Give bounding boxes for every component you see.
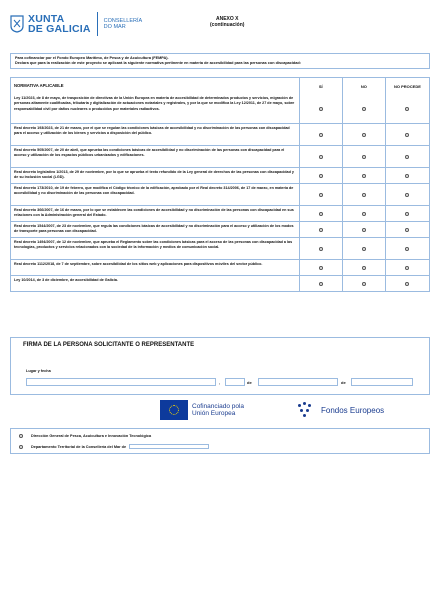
radio-no[interactable]: [362, 174, 366, 178]
dept-line2: DO MAR: [103, 24, 126, 30]
destination-option-2: [19, 444, 209, 449]
radio-no[interactable]: [362, 133, 366, 137]
dept-line1: CONSELLERÍA: [103, 18, 143, 24]
option-cell-np: [386, 222, 429, 237]
option-cell-no: [343, 168, 386, 183]
fondos-europeos-text: Fondos Europeos: [321, 405, 385, 415]
intro-line2: Declara que para la realización de este proyecto se aplicará la siguiente normativa pertinente en materia de accesibilidad para las personas con discapacidad:: [15, 61, 301, 65]
de-label-1: de: [247, 380, 252, 385]
destination-section: [10, 428, 430, 454]
day-input[interactable]: [225, 378, 245, 386]
radio-si[interactable]: [319, 228, 323, 232]
radio-si[interactable]: [319, 107, 323, 111]
table-row: [11, 205, 429, 221]
regulation-text: Real decreto 366/2007, de 16 de marzo, por lo que se establecen las condiciones de accesibilidad y no discriminación de las personas con discapacidad en sus relaciones con la Administración general del Estado.: [11, 206, 300, 221]
option-cell-no: [343, 94, 386, 123]
option-cell-si: [300, 124, 343, 145]
comma-separator: ,: [219, 380, 221, 385]
table-row: [11, 145, 429, 167]
place-input[interactable]: [26, 378, 216, 386]
annex-subtitle: (continuación): [210, 22, 245, 28]
option-cell-no: [343, 222, 386, 237]
destination-label-2: Departamento Territorial de la Consellería del Mar de: [31, 444, 127, 449]
col-np-header: NO PROCEDE: [394, 83, 421, 89]
radio-no[interactable]: [362, 282, 366, 286]
option-cell-si: [300, 146, 343, 167]
radio-np[interactable]: [405, 107, 409, 111]
regulation-text: Real decreto legislativo 1/2013, de 29 de noviembre, por lo que se aprueba el texto refundido de la Ley general de derechos de las personas con discapacidad y de su inclusión social (LGD).: [11, 168, 300, 183]
destination-radio-2[interactable]: [19, 445, 23, 449]
option-cell-no: [343, 124, 386, 145]
place-date-label: Lugar y fecha: [26, 369, 51, 373]
annex-title: ANEXO X: [215, 16, 239, 22]
logo-line2: DE GALICIA: [28, 23, 91, 35]
table-row: [11, 94, 429, 123]
radio-np[interactable]: [405, 212, 409, 216]
option-cell-np: [386, 146, 429, 167]
radio-np[interactable]: [405, 266, 409, 270]
option-cell-no: [343, 184, 386, 205]
table-row: [11, 123, 429, 145]
option-cell-np: [386, 238, 429, 259]
option-cell-no: [343, 206, 386, 221]
option-cell-no: [343, 260, 386, 275]
radio-no[interactable]: [362, 266, 366, 270]
intro-line1: Para cofinanciar por el Fondo Europeo Marítimo, de Pesca y de Acuicultura (FEMPA).: [15, 56, 169, 60]
option-cell-np: [386, 94, 429, 123]
regulation-table: [10, 77, 430, 292]
radio-np[interactable]: [405, 228, 409, 232]
radio-si[interactable]: [319, 247, 323, 251]
radio-np[interactable]: [405, 174, 409, 178]
radio-si[interactable]: [319, 155, 323, 159]
radio-no[interactable]: [362, 228, 366, 232]
option-cell-si: [300, 238, 343, 259]
table-row: [11, 183, 429, 205]
regulation-text: Real decreto 1544/2007, de 23 de noviembre, que regula las condiciones básicas de accesibilidad y no discriminación para el acceso y utilización de los modos de transporte para personas con discapacidad.: [11, 222, 300, 237]
option-cell-si: [300, 94, 343, 123]
option-cell-si: [300, 276, 343, 291]
radio-no[interactable]: [362, 193, 366, 197]
radio-np[interactable]: [405, 247, 409, 251]
col-si-header: SÍ: [300, 78, 343, 94]
option-cell-np: [386, 184, 429, 205]
radio-si[interactable]: [319, 193, 323, 197]
option-cell-si: [300, 184, 343, 205]
page-header: [10, 12, 430, 42]
month-input[interactable]: [258, 378, 338, 386]
table-row: [11, 237, 429, 259]
eu-line2: Unión Europea: [192, 410, 236, 417]
radio-np[interactable]: [405, 282, 409, 286]
consellería-location-input[interactable]: [129, 444, 209, 449]
table-row: [11, 167, 429, 183]
regulation-text: Real decreto 193/2023, de 21 de marzo, por el que se regulan las condiciones básicas de accesibilidad y no discriminación de las personas con discapacidad para el acceso y utilización de los bienes y servicios a disposición del público.: [11, 124, 300, 145]
option-cell-np: [386, 276, 429, 291]
option-cell-no: [343, 276, 386, 291]
signature-title: FIRMA DE LA PERSONA SOLICITANTE O REPRESENTANTE: [23, 342, 195, 348]
radio-np[interactable]: [405, 133, 409, 137]
logo-divider: [97, 12, 98, 36]
fondos-europeos-icon: [298, 402, 316, 418]
regulation-text: Real decreto 1494/2007, de 12 de noviembre, que aprueba el Reglamento sobre las condiciones básicas para el acceso de las personas con discapacidad a las tecnologías, productos y servicios relacionados con la sociedad de la información y medios de comunicación social.: [11, 238, 300, 259]
destination-option-1: [19, 434, 151, 438]
table-row: [11, 259, 429, 275]
de-label-2: de: [341, 380, 346, 385]
option-cell-no: [343, 238, 386, 259]
eu-flag-icon: [160, 400, 188, 420]
option-cell-si: [300, 260, 343, 275]
radio-no[interactable]: [362, 247, 366, 251]
annex-heading: [210, 16, 244, 28]
table-row: [11, 275, 429, 291]
col-no-header: NO: [343, 78, 386, 94]
radio-si[interactable]: [319, 133, 323, 137]
radio-si[interactable]: [319, 174, 323, 178]
table-header: [11, 78, 429, 94]
option-cell-np: [386, 124, 429, 145]
option-cell-np: [386, 168, 429, 183]
option-cell-np: [386, 260, 429, 275]
destination-label-1: Dirección General de Pesca, Acuicultura e Innovación Tecnológica: [31, 434, 152, 438]
option-cell-np: [386, 206, 429, 221]
radio-no[interactable]: [362, 107, 366, 111]
option-cell-si: [300, 222, 343, 237]
radio-si[interactable]: [319, 266, 323, 270]
radio-no[interactable]: [362, 155, 366, 159]
eu-line1: Cofinanciado pola: [192, 403, 245, 410]
regulation-text: Ley 10/2014, de 3 de diciembre, de accesibilidad de Galicia.: [11, 276, 300, 291]
radio-no[interactable]: [362, 212, 366, 216]
option-cell-si: [300, 206, 343, 221]
radio-np[interactable]: [405, 155, 409, 159]
destination-radio-1[interactable]: [19, 434, 23, 438]
regulation-text: Real decreto 173/2010, de 19 de febrero, que modifica el Código técnico de la edificación, aprobado por el Real decreto 314/2006, de 17 de marzo, en materia de accesibilidad y no discriminación de las personas con discapacidad.: [11, 184, 300, 205]
regulation-text: Real decreto 505/2007, de 20 de abril, que aprueba las condiciones básicas de accesibilidad y no discriminación de las personas con discapacidad para el acceso y utilización de los espacios públicos urbanizados y edificaciones.: [11, 146, 300, 167]
xunta-emblem-icon: [10, 15, 24, 33]
option-cell-no: [343, 146, 386, 167]
intro-box: [10, 53, 430, 69]
xunta-logo: [10, 12, 142, 36]
signature-section: [10, 337, 430, 395]
eu-cofinance-text: [192, 403, 252, 417]
table-row: [11, 221, 429, 237]
radio-np[interactable]: [405, 193, 409, 197]
option-cell-si: [300, 168, 343, 183]
radio-si[interactable]: [319, 212, 323, 216]
col-norm-header: NORMATIVA APLICABLE: [11, 78, 300, 94]
logo-line1: XUNTA: [28, 13, 65, 25]
year-input[interactable]: [351, 378, 413, 386]
regulation-text: Real decreto 1112/2018, de 7 de septiembre, sobre accesibilidad de los sitios web y aplicaciones para dispositivos móviles del sector público.: [11, 260, 300, 275]
regulation-text: Ley 11/2023, de 8 de mayo, de trasposición de directivas de la Unión Europea en materia de accesibilidad de determinados productos y servicios, migración de personas altamente cualificadas, tributaria y digitalización de actuaciones notariales y registrales, y por la que se modifica la Ley 12/2011, de 27 de mayo, sobre responsabilidad civil por daños nucleares o producidos por materiales radiactivos.: [11, 94, 300, 123]
funding-logos: [160, 398, 400, 422]
radio-si[interactable]: [319, 282, 323, 286]
